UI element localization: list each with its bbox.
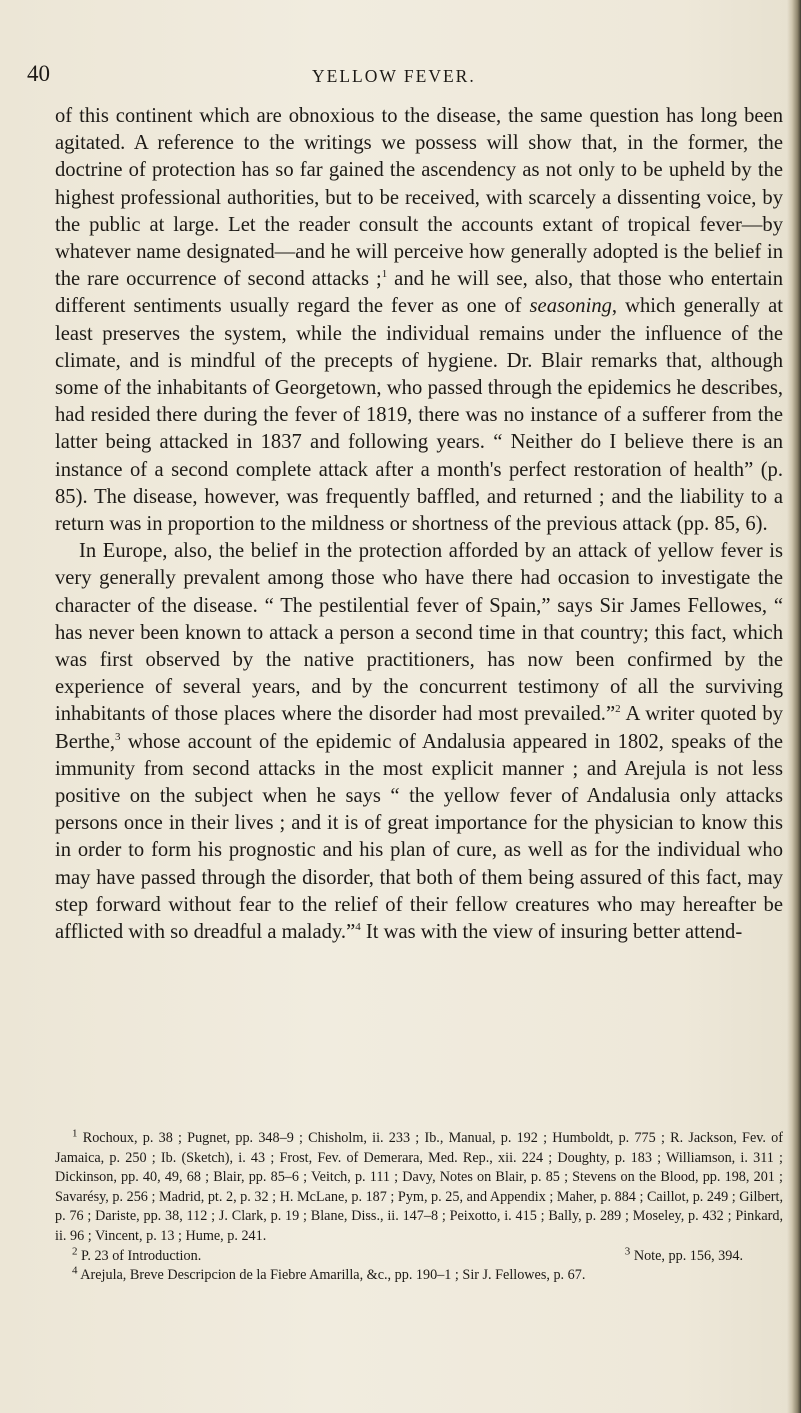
italic-term-seasoning: seasoning — [529, 295, 612, 318]
footnote-3-text: Note, pp. 156, 394. — [630, 1247, 743, 1264]
footnotes — [55, 1129, 783, 1286]
paragraph-2 — [55, 538, 783, 946]
body-text — [55, 103, 783, 946]
footnote-ref-4: 4 — [355, 921, 361, 934]
footnote-3 — [624, 1244, 743, 1267]
footnote-1 — [55, 1129, 783, 1247]
paragraph-1 — [55, 103, 783, 538]
paragraph-2-part-d: It was with the view of insuring better attend- — [360, 921, 743, 944]
page-header — [27, 60, 761, 92]
footnote-4 — [55, 1266, 783, 1286]
paragraph-1-part-b: and he will see, also, that those who entertain different sentiments usually regard the fever as one of — [55, 268, 783, 318]
footnote-2-mark: 2 — [72, 1244, 78, 1257]
paragraph-1-part-a: of this continent which are obnoxious to the disease, the same question has long been agitated. A reference to the writings we possess will show that, in the former, the doctrine of protection has so far gained the ascendency as not only to be upheld by the highest professional authorities, but to be received, with scarcely a dissenting voice, by the public at large. Let the reader consult the accounts extant of tropical fever—by whatever name designated—and he will perceive how generally adopted is the belief in the rare occurrence of second attacks ; — [55, 105, 783, 291]
footnote-1-mark: 1 — [72, 1127, 78, 1140]
footnote-4-text: Arejula, Breve Descripcion de la Fiebre Amarilla, &c., pp. 190–1 ; Sir J. Fellowes, p. 67. — [77, 1267, 586, 1284]
footnote-2-text: P. 23 of Introduction. — [77, 1247, 202, 1264]
paragraph-2-part-c: whose account of the epidemic of Andalusia appeared in 1802, speaks of the immunity from second attacks in the most explicit manner ; and Arejula is not less positive on the subject when he says “ the yellow fever of Andalusia only attacks persons once in their lives ; and it is of great importance for the physician to know this in order to form his prognostic and his plan of cure, as well as for the individual who may have passed through the disorder, that both of them being assured of this fact, may step forward without fear to the relief of their fellow creatures who may hereafter be afflicted with so dreadful a malady.” — [55, 730, 783, 944]
page-edge-shadow — [787, 0, 801, 1413]
paragraph-1-part-c: , which generally at least preserves the system, while the individual remains under the influence of the climate, and is mindful of the precepts of hygiene. Dr. Blair remarks that, although some of the inhabitants of Georgetown, who passed through the epidemics he describes, had resided there during the fever of 1819, there was no instance of a sufferer from the latter being attacked in 1837 and following years. “ Neither do I believe there is an instance of a second complete attack after a month's perfect restoration of health” (p. 85). The disease, however, was frequently baffled, and returned ; and the liability to a return was in proportion to the mildness or shortness of the previous attack (pp. 85, 6). — [55, 295, 783, 536]
running-head: YELLOW FEVER. — [312, 66, 476, 86]
footnote-3-mark: 3 — [624, 1244, 631, 1257]
page-number: 40 — [27, 61, 50, 86]
footnote-ref-2: 2 — [615, 703, 621, 716]
footnote-row-2-3 — [55, 1244, 783, 1267]
paragraph-2-part-a: In Europe, also, the belief in the protection afforded by an attack of yellow fever is very generally prevalent among those who have there had occasion to investigate the character of the disease. “ The pestilential fever of Spain,” says Sir James Fellowes, “ has never been known to attack a person a second time in that country; this fact, which was first observed by the native practitioners, has now been confirmed by the experience of several years, and by the concurrent testimony of all the surviving inhabitants of those places where the disorder had most prevailed.” — [55, 540, 783, 726]
footnote-ref-1: 1 — [381, 268, 388, 281]
footnote-ref-3: 3 — [115, 730, 121, 743]
footnote-2 — [72, 1244, 202, 1267]
footnote-1-text: Rochoux, p. 38 ; Pugnet, pp. 348–9 ; Chisholm, ii. 233 ; Ib., Manual, p. 192 ; Humboldt, p. 775 ; R. Jackson, Fev. of Jamaica, p. 250 ; Ib. (Sketch), i. 43 ; Frost, Fev. of Demerara, Med. Rep., xii. 224 ; Doughty, p. 183 ; Williamson, i. 311 ; Dickinson, pp. 40, 49, 68 ; Blair, pp. 85–6 ; Veitch, p. 111 ; Davy, Notes on Blair, p. 85 ; Stevens on the Blood, pp. 198, 201 ; Savarésy, p. 256 ; Madrid, pt. 2, p. 32 ; H. McLane, p. 187 ; Pym, p. 25, and Appendix ; Maher, p. 884 ; Caillot, p. 249 ; Gilbert, p. 76 ; Dariste, pp. 38, 112 ; J. Clark, p. 19 ; Blane, Diss., ii. 147–8 ; Peixotto, i. 415 ; Bally, p. 289 ; Moseley, p. 432 ; Pinkard, ii. 96 ; Vincent, p. 13 ; Hume, p. 241. — [55, 1130, 783, 1244]
footnote-4-mark: 4 — [72, 1264, 78, 1277]
paragraph-2-part-b: A writer quoted by Berthe, — [55, 703, 784, 753]
